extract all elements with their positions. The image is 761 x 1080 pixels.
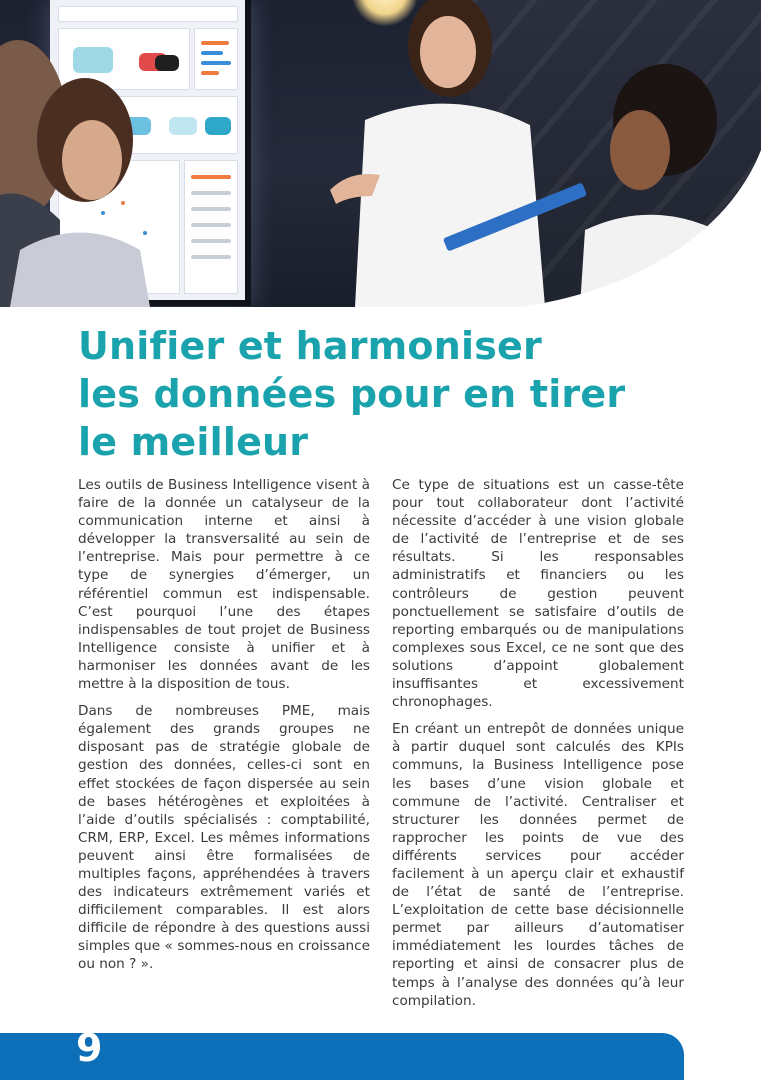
left-column (78, 476, 370, 983)
title-line-1: Unifier et harmoniser (78, 324, 542, 368)
title-line-2: les données pour en tirer (78, 372, 626, 416)
right-paragraph-2: En créant un entrepôt de données unique à partir duquel sont calculés des KPIs communs, la Business Intelligence pose les bases d’une vision globale et commune de l’activité. Centraliser et structurer les données permet de rapprocher les points de vue des différents services pour accéder facilement à un aperçu clair et exhaustif de l’état de santé de l’entreprise. L’exploitation de cette base décisionnelle permet par ailleurs d’automatiser immédiatement les lourdes tâches de reporting et ainsi de consacrer plus de temps à l’analyse des données qu’à leur compilation. (392, 721, 684, 1009)
decorative-white-curve (0, 0, 761, 307)
footer-band (0, 1033, 684, 1080)
right-column (392, 476, 684, 1019)
title-line-3: le meilleur (78, 420, 309, 464)
left-paragraph-2: Dans de nombreuses PME, mais également des grands groupes ne disposant pas de stratégie globale de gestion des données, celles-ci sont en effet stockées de façon dispersée au sein de bases hétérogènes et exploitées à l’aide d’outils spécialisés : comptabilité, CRM, ERP, Excel. Les mêmes informations peuvent ainsi être formalisées de multiples façons, appréhendées à travers des indicateurs extrêmement variés et difficilement comparables. Il est alors difficile de répondre à des questions aussi simples que « sommes-nous en croissance ou non ? ». (78, 703, 370, 973)
page-title (78, 322, 698, 466)
right-paragraph-1: Ce type de situations est un casse-tête pour tout collaborateur dont l’activité nécessite d’accéder à une vision globale de l’activité de l’entreprise et de ses résultats. Si les responsables administratifs et financiers ou les contrôleurs de gestion peuvent ponctuellement se satisfaire d’outils de reporting embarqués ou de manipulations complexes sous Excel, ce ne sont que des solutions d’appoint globalement insuffisantes et excessivement chronophages. (392, 477, 684, 711)
hero-photo (0, 0, 761, 307)
page-number: 9 (76, 1026, 103, 1070)
left-paragraph-1: Les outils de Business Intelligence visent à faire de la donnée un catalyseur de la communication interne et ainsi à développer la transversalité au sein de l’entreprise. Mais pour permettre à ce type de synergies d’émerger, un référentiel commun est indispensable. C’est pourquoi l’une des étapes indispensables de tout projet de Business Intelligence consiste à unifier et à harmoniser les données avant de les mettre à la disposition de tous. (78, 477, 370, 693)
